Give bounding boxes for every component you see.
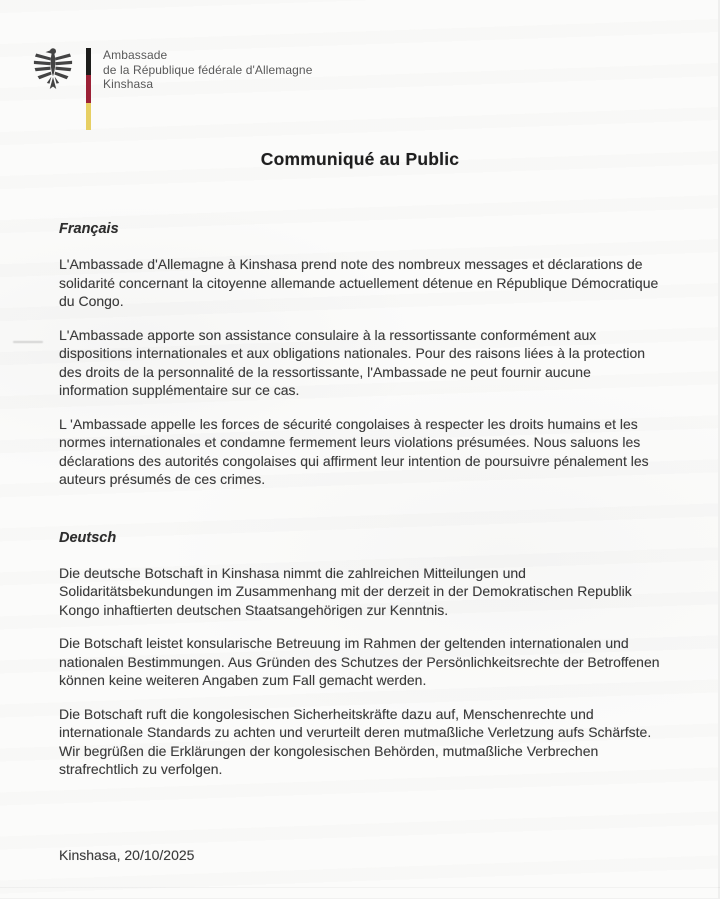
scan-smudge-artifact: [13, 341, 43, 343]
paragraph-de-2: Die Botschaft leistet konsularische Betreuung im Rahmen der geltenden internationalen und nationalen Bestimmungen. Aus Gründen des Schutzes der Persönlichkeitsrechte der Betroffenen können keine weiteren Angaben zum Fall gemacht werden.: [59, 635, 660, 688]
flag-black-band: [86, 48, 91, 75]
embassy-name-block: [103, 46, 312, 92]
paragraph-de-3: Die Botschaft ruft die kongolesischen Sicherheitskräfte dazu auf, Menschenrechte und internationale Standards zu achten und verurteilt deren mutmaßliche Verletzung aufs Schärfste. Wir begrüßen die Erklärungen der kongolesischen Behörden, mutmaßliche Verbrechen strafrechtlich zu verfolgen.: [59, 705, 652, 777]
dateline: Kinshasa, 20/10/2025: [59, 846, 195, 863]
org-line-3: Kinshasa: [103, 77, 154, 91]
org-line-1: Ambassade: [103, 48, 168, 62]
paragraph-fr-2: L'Ambassade apporte son assistance consulaire à la ressortissante conformément aux dispositions internationales et aux obligations nationales. Pour des raisons liées à la protection des droits de la personnalité de la ressortissante, l'Ambassade ne peut fournir aucune information supplémentaire sur ce cas.: [59, 326, 646, 398]
document-title: Communiqué au Public: [260, 149, 460, 169]
section-heading-francais: Français: [59, 221, 119, 237]
paragraph-de-1: Die deutsche Botschaft in Kinshasa nimmt die zahlreichen Mitteilungen und Solidaritätsbekundungen im Zusammenhang mit der derzeit in der Demokratischen Republik Kongo inhaftierten deutschen Staatsangehörigen zur Kenntnis.: [59, 564, 632, 618]
paragraph-fr-3: L 'Ambassade appelle les forces de sécurité congolaises à respecter les droits humains et les normes internationales et condamne fermement leurs violations présumées. Nous saluons les déclarations des autorités congolaises qui affirment leur intention de poursuivre pénalement les auteurs présumés de ces crimes.: [59, 415, 649, 487]
section-deutsch: [59, 529, 663, 779]
flag-red-band: [86, 75, 91, 102]
document-body: [59, 220, 663, 863]
section-francais: [59, 220, 663, 489]
flag-gold-band: [86, 103, 91, 130]
section-heading-deutsch: Deutsch: [59, 529, 117, 546]
german-federal-eagle-icon: [33, 46, 73, 91]
letterhead: [33, 46, 312, 130]
org-line-2: de la République fédérale d'Allemagne: [103, 62, 313, 77]
paragraph-fr-1: L'Ambassade d'Allemagne à Kinshasa prend note des nombreux messages et déclarations de solidarité concernant la citoyenne allemande actuellement détenue en République Démocratique du Congo.: [59, 256, 659, 309]
german-flag-stripe: [86, 48, 91, 130]
